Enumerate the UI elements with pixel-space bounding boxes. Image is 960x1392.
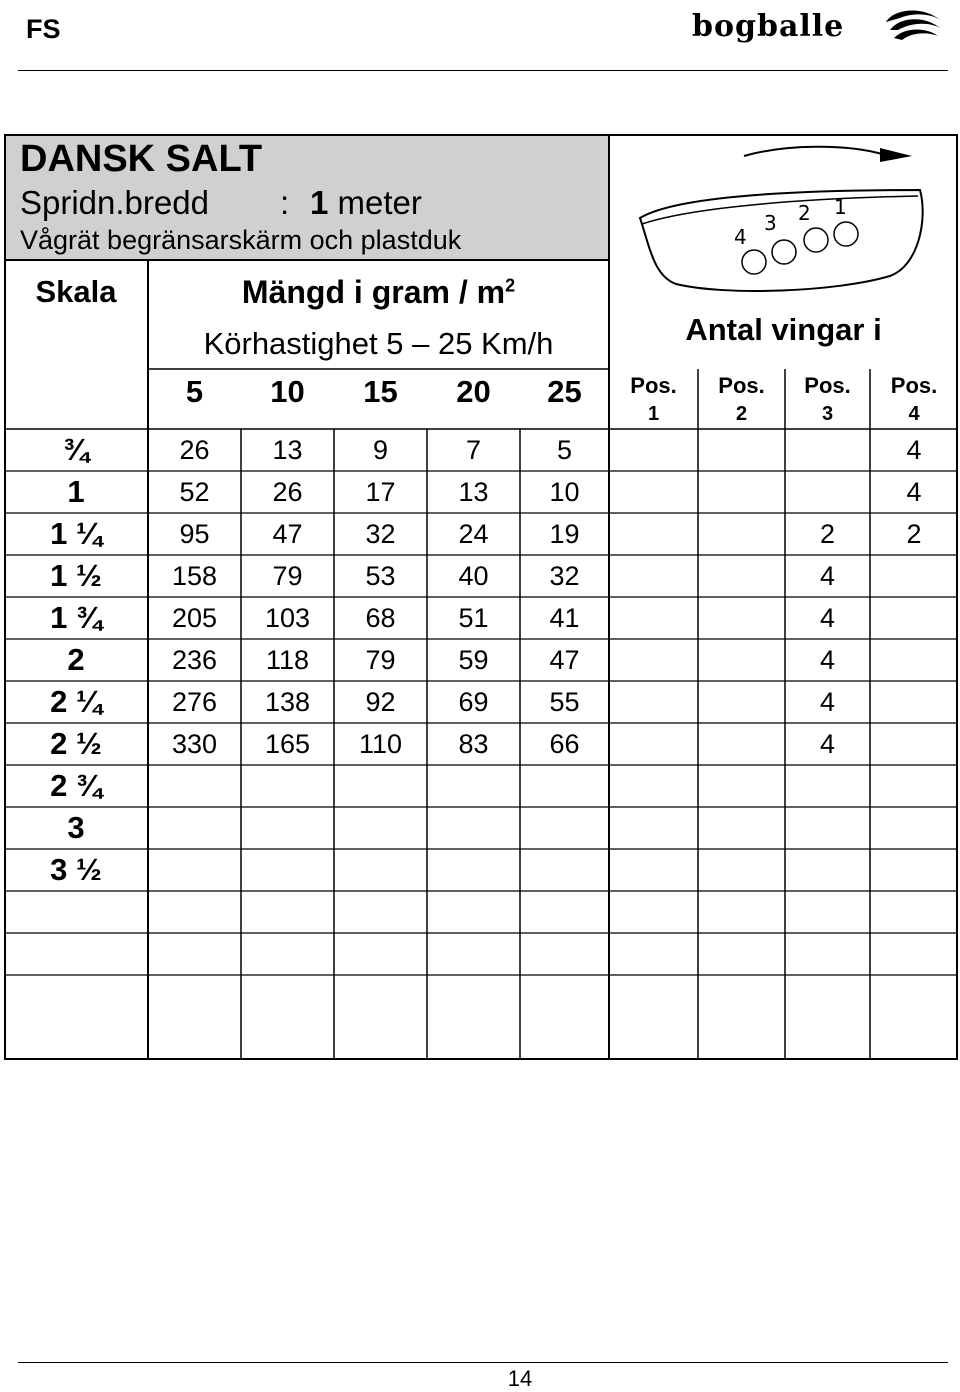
scale-cell: 1 ¾ — [50, 600, 102, 635]
brand-wordmark: bogballe — [692, 9, 845, 44]
wing-icon — [886, 10, 940, 40]
amount-cell: 26 — [179, 435, 210, 465]
vane-count-cell: 4 — [906, 435, 922, 465]
section-label: FS — [26, 14, 61, 44]
vane-count-cell: 4 — [819, 561, 836, 591]
amount-cell: 68 — [365, 603, 396, 633]
spread-unit: meter — [337, 184, 422, 221]
speed-header: Körhastighet 5 – 25 Km/h — [203, 326, 554, 361]
position-header-2 — [698, 372, 785, 428]
scale-cell: 1 — [67, 474, 85, 509]
amount-cell: 41 — [549, 603, 580, 633]
amount-cell: 95 — [179, 519, 210, 549]
amount-cell: 19 — [549, 519, 580, 549]
vane-count-cell: 2 — [819, 519, 836, 549]
amount-header — [148, 274, 609, 311]
amount-cell: 92 — [365, 687, 396, 717]
scale-cell: ¾ — [63, 432, 89, 467]
speed-header-15: 15 — [363, 374, 398, 409]
amount-cell: 69 — [458, 687, 489, 717]
position-label: Pos. — [804, 373, 851, 398]
scale-cell: 1 ½ — [50, 558, 102, 593]
speed-header-20: 20 — [456, 374, 491, 409]
amount-cell: 17 — [365, 477, 396, 507]
spread-label: Spridn.bredd — [20, 184, 209, 221]
amount-cell: 24 — [458, 519, 489, 549]
amount-cell: 47 — [549, 645, 580, 675]
amount-cell: 79 — [365, 645, 396, 675]
amount-cell: 40 — [458, 561, 489, 591]
amount-cell: 330 — [171, 729, 218, 759]
scale-cell: 2 ¾ — [50, 768, 102, 803]
amount-cell: 9 — [372, 435, 389, 465]
position-number: 3 — [821, 403, 834, 425]
amount-cell: 165 — [264, 729, 311, 759]
amount-header-sup: 2 — [505, 275, 516, 296]
diagram-num-2: 2 — [798, 201, 811, 225]
spread-colon: : — [280, 184, 290, 221]
footer-rule — [18, 1362, 948, 1363]
amount-header-text: Mängd i gram / m — [241, 274, 506, 310]
header-rule — [18, 70, 948, 71]
scale-cell: 2 ½ — [50, 726, 102, 761]
amount-cell: 10 — [549, 477, 580, 507]
diagram-num-3: 3 — [764, 211, 777, 235]
spread-value: 1 — [310, 184, 329, 221]
vane-count-cell: 2 — [906, 519, 922, 549]
diagram-num-1: 1 — [834, 195, 847, 219]
speed-header-10: 10 — [270, 374, 305, 409]
vane-count-cell: 4 — [906, 477, 922, 507]
amount-cell: 276 — [171, 687, 218, 717]
position-number: 4 — [908, 403, 920, 425]
amount-cell: 59 — [458, 645, 489, 675]
amount-cell: 26 — [272, 477, 303, 507]
vanes-header: Antal vingar i — [685, 312, 882, 347]
position-header-4 — [870, 372, 958, 428]
amount-cell: 83 — [458, 729, 489, 759]
amount-cell: 51 — [458, 603, 489, 633]
spread-table — [4, 134, 958, 1060]
scale-cell: 3 — [67, 810, 85, 845]
scale-cell: 2 — [67, 642, 85, 677]
amount-cell: 158 — [171, 561, 218, 591]
amount-cell: 52 — [179, 477, 210, 507]
spinner-diagram — [640, 147, 923, 291]
amount-cell: 66 — [549, 729, 580, 759]
page-number: 14 — [507, 1366, 533, 1391]
scale-cell: 1 ¼ — [50, 516, 102, 551]
vane-count-cell: 4 — [819, 729, 836, 759]
amount-cell: 79 — [272, 561, 303, 591]
table-grid — [4, 134, 958, 1060]
speed-header-25: 25 — [547, 374, 582, 409]
amount-cell: 13 — [458, 477, 489, 507]
amount-cell: 103 — [264, 603, 311, 633]
vane-count-cell: 4 — [819, 603, 836, 633]
amount-cell: 53 — [365, 561, 396, 591]
position-number: 2 — [735, 403, 748, 425]
position-number: 1 — [647, 403, 660, 425]
amount-cell: 32 — [365, 519, 396, 549]
table-subtitle: Vågrät begränsarskärm och plastduk — [20, 225, 462, 255]
scale-cell: 2 ¼ — [50, 684, 102, 719]
amount-cell: 138 — [264, 687, 311, 717]
scale-cell: 3 ½ — [50, 852, 102, 887]
amount-cell: 236 — [171, 645, 218, 675]
position-header-3 — [785, 372, 870, 428]
amount-cell: 55 — [549, 687, 580, 717]
table-title: DANSK SALT — [20, 138, 263, 180]
vane-count-cell: 4 — [819, 645, 836, 675]
amount-cell: 7 — [465, 435, 482, 465]
bogballe-logo — [688, 4, 944, 48]
amount-cell: 47 — [272, 519, 303, 549]
amount-cell: 110 — [358, 729, 403, 759]
scale-header: Skala — [35, 274, 117, 309]
amount-cell: 13 — [272, 435, 303, 465]
amount-cell: 118 — [265, 645, 310, 675]
diagram-num-4: 4 — [734, 225, 747, 249]
position-label: Pos. — [630, 373, 677, 398]
amount-cell: 205 — [171, 603, 218, 633]
speed-header-5: 5 — [185, 374, 204, 409]
position-label: Pos. — [718, 373, 765, 398]
position-label: Pos. — [890, 373, 938, 398]
amount-cell: 32 — [549, 561, 580, 591]
position-header-1 — [609, 372, 698, 428]
vane-count-cell: 4 — [819, 687, 836, 717]
amount-cell: 5 — [556, 435, 573, 465]
